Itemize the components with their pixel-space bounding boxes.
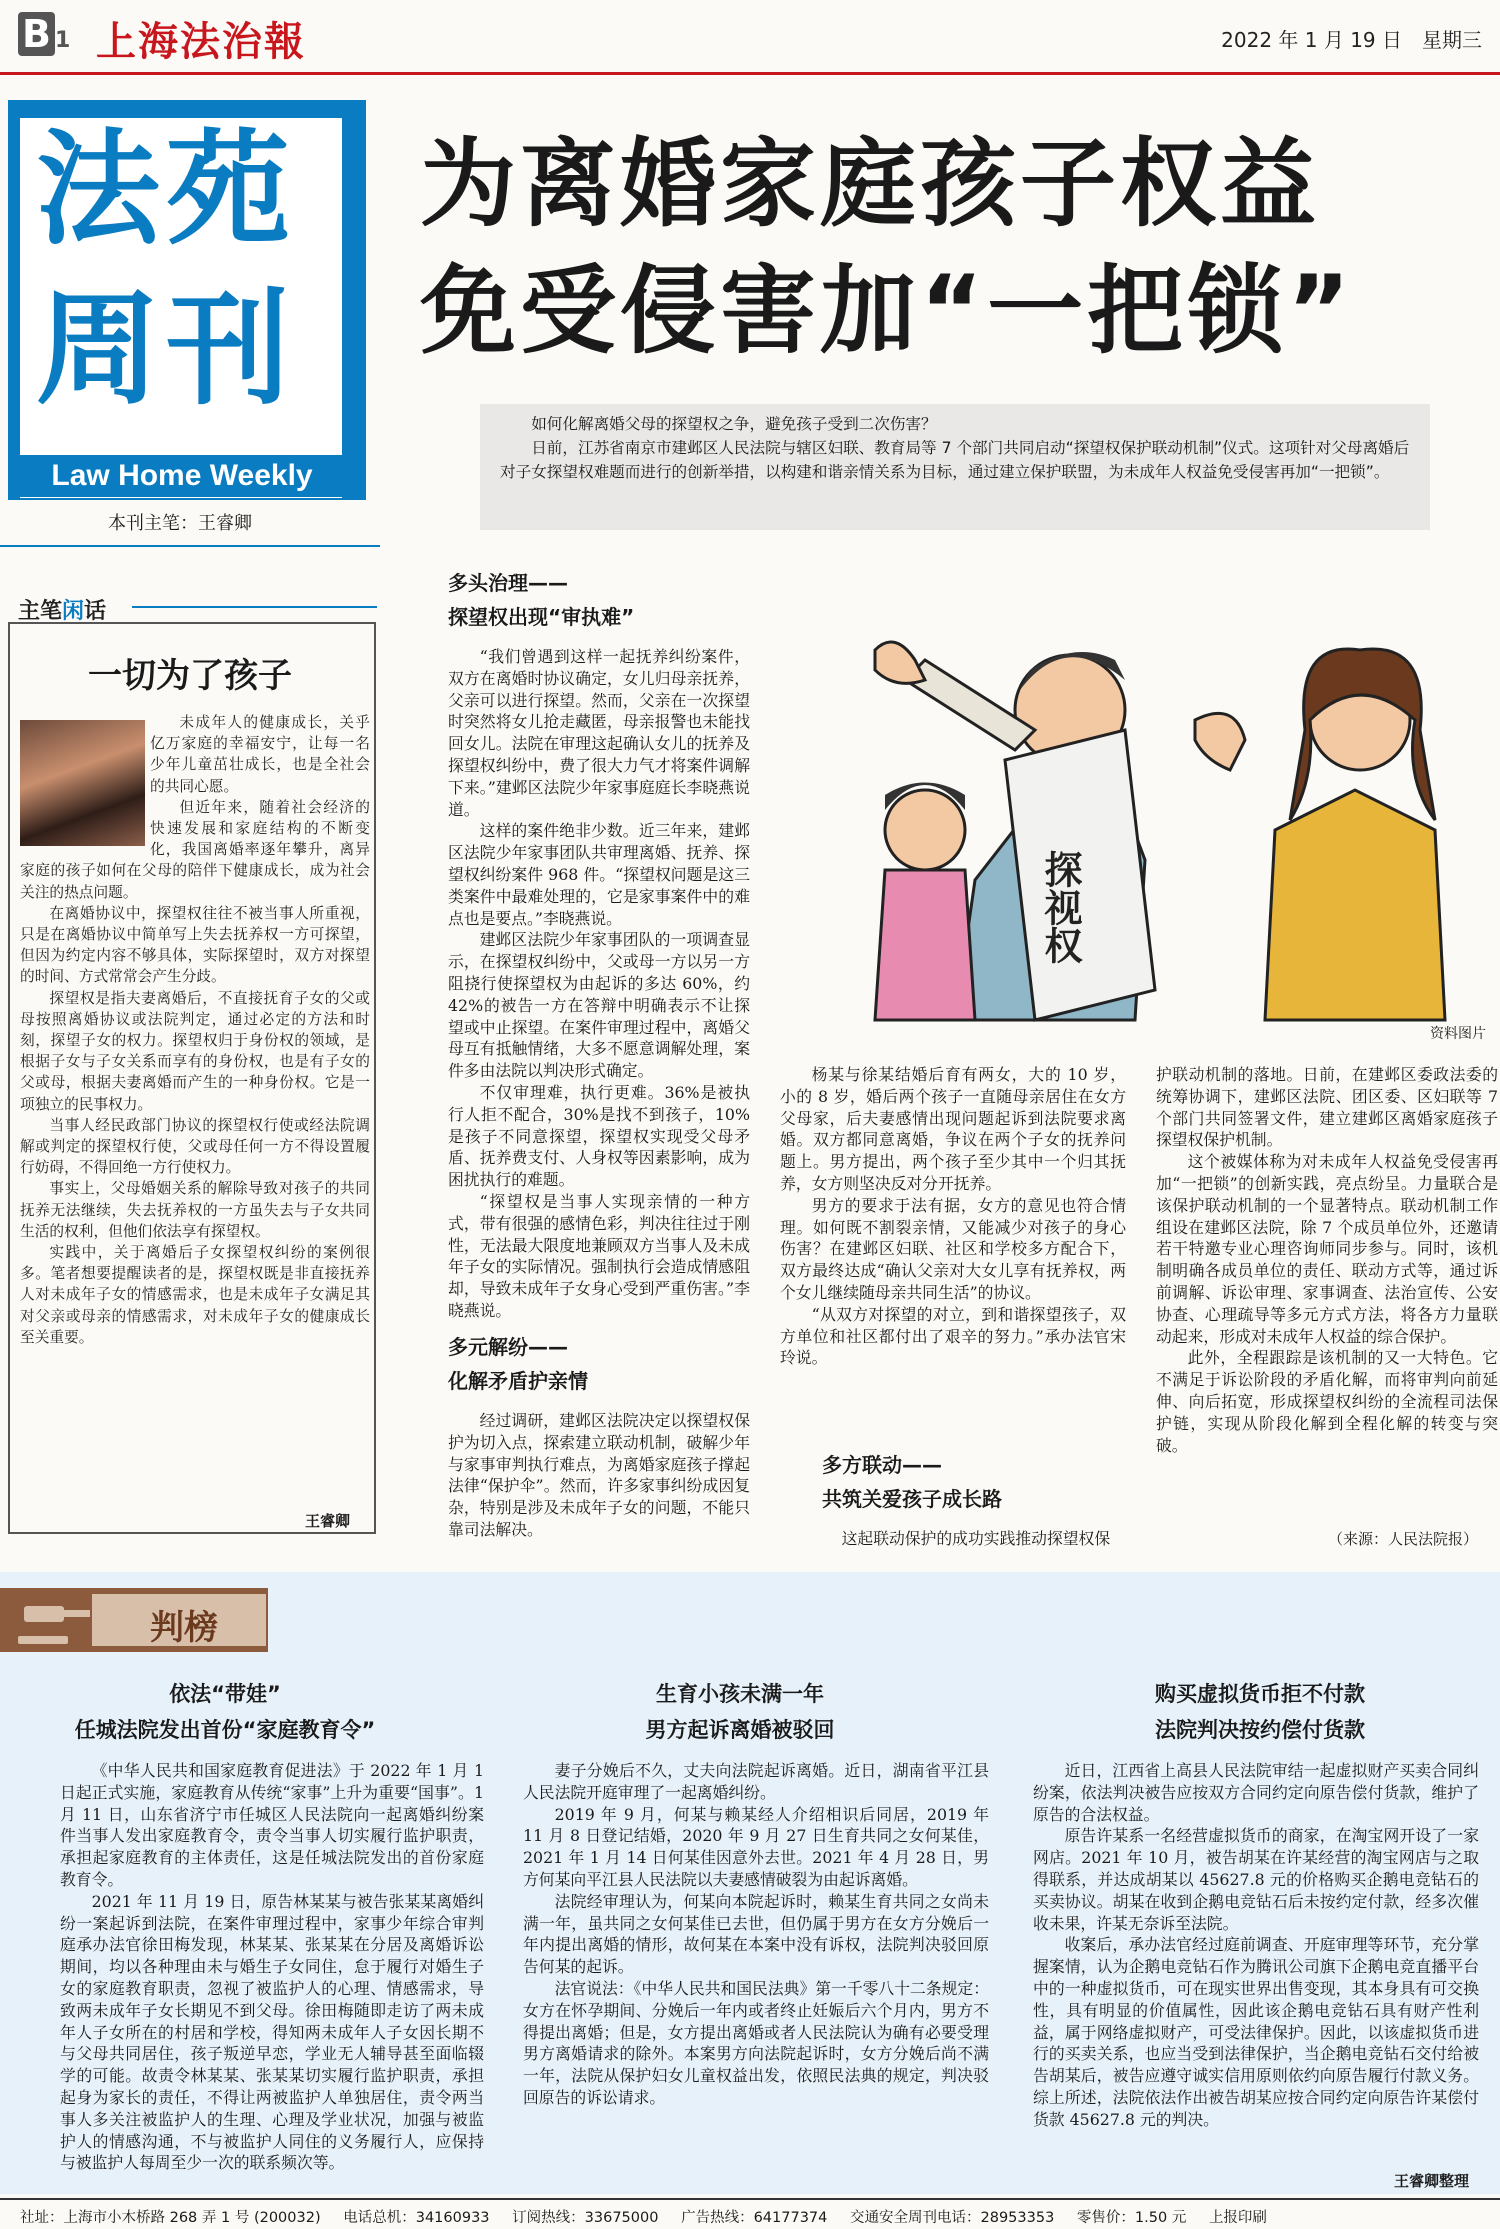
brief3-title2: 法院判决按约偿付货款 bbox=[1155, 1718, 1365, 1742]
article-paragraph: 经过调研，建邺区法院决定以探望权保护为切入点，探索建立联动机制，破解少年与家事审判执行难点，为离婚家庭孩子撑起法律“保护伞”。然而，许多家事纠纷成因复杂，特别是涉及未成年子女的问题，不能只靠司法解决。 bbox=[448, 1411, 750, 1539]
footer-traffic-weekly: 交通安全周刊电话：28953353 bbox=[850, 2210, 1055, 2226]
footer-printer: 上报印刷 bbox=[1208, 2210, 1267, 2226]
footer-address: 社址：上海市小木桥路 268 弄 1 号 (200032) bbox=[20, 2210, 321, 2226]
subheading-3: 多方联动—— 共筑关爱孩子成长路 bbox=[822, 1453, 1002, 1511]
newspaper-logo: 上海法治報 bbox=[96, 18, 306, 65]
brief-paragraph: 《中华人民共和国家庭教育促进法》于 2022 年 1 月 1 日起正式实施，家庭教育从传统“家事”上升为重要“国事”。1 月 11 日，山东省济宁市任城区人民法院向一起离婚纠纷案件当事人发出家庭教育令，责令当事人切实履行监护职责，承担起家庭教育的主体责任，这是任城法院发出的首份家庭教育令。 bbox=[60, 1761, 484, 1889]
column-paragraph: 探望权是指夫妻离婚后，不直接抚育子女的父或母按照离婚协议或法院判定，通过必定的方法和时刻，探望子女的权力。探望权归于身份权的领域，是根据子女与子女关系而享有的身份权，也是有子女的父或母，根据夫妻离婚而产生的一种身份权。它是一项独立的民事权力。 bbox=[20, 989, 370, 1113]
article-paragraph: 这个被媒体称为对未成年人权益免受侵害再加“一把锁”的创新实践，亮点纷呈。力量联合是该保护联动机制的一个显著特点。联动机制工作组设在建邺区法院，除 7 个成员单位外，还邀请若干特邀专业心理咨询师同步参与。同时，该机制明确各成员单位的责任、联动方式等，通过诉前调解、诉讼审理、家事调查、法治宣传、公安协查、心理疏导等多元方式方法，将各方力量联动起来，形成对未成年人权益的综合保护。 bbox=[1156, 1152, 1498, 1346]
article-paragraph: 不仅审理难，执行更难。36%是被执行人拒不配合，30%是找不到孩子，10%是孩子不同意探望，探望权实现受父母矛盾、抚养费支付、人身权等因素影响，成为困扰执行的难题。 bbox=[448, 1082, 750, 1190]
column-paragraph: 实践中，关于离婚后子女探望权纠纷的案例很多。笔者想要提醒读者的是，探望权既是非直接抚养人对未成年子女的情感需求，也是未成年子女满足其对父亲或母亲的情感需求，对未成年子女的健康成长至关重要。 bbox=[20, 1244, 370, 1346]
brief3-signature: 王睿卿整理 bbox=[1394, 2172, 1470, 2190]
brief2-body bbox=[523, 1760, 989, 2172]
article-paragraph: “从双方对探望的对立，到和谐探望孩子，双方单位和社区都付出了艰辛的努力。”承办法官宋玲说。 bbox=[780, 1304, 1126, 1368]
column-paragraph: 未成年人的健康成长，关乎亿万家庭的幸福安宁，让每一名少年儿童茁壮成长，也是全社会的共同心愿。 bbox=[150, 714, 370, 795]
brief3-title1: 购买虚拟货币拒不付款 bbox=[1155, 1682, 1365, 1706]
brief-paragraph: 原告许某系一名经营虚拟货币的商家，在淘宝网开设了一家网店。2021 年 10 月，被告胡某在许某经营的淘宝网店与之取得联系，并达成胡某以 45627.8 元的价格购买企鹅电竞钻石的买卖协议。胡某在收到企鹅电竞钻石后未按约定付款，经多次催收未果，许某无奈诉至法院。 bbox=[1033, 1826, 1479, 1933]
brief-paragraph: 法官说法：《中华人民共和国民法典》第一千零八十二条规定：女方在怀孕期间、分娩后一年内或者终止妊娠后六个月内，男方不得提出离婚；但是，女方提出离婚或者人民法院认为确有必要受理男方离婚请求的除外。本案男方向法院起诉时，女方分娩后尚不满一年，法院从保护妇女儿童权益出发，依照民法典的规定，判决驳回原告的诉讼请求。 bbox=[523, 1978, 990, 2107]
brief2-title2: 男方起诉离婚被驳回 bbox=[645, 1718, 835, 1742]
brief-paragraph: 2019 年 9 月，何某与赖某经人介绍相识后同居，2019 年 11 月 8 日登记结婚，2020 年 9 月 27 日生育共同之女何某佳，2021 年 1 月 14 日何某佳因意外去世。2021 年 4 月 28 日，男方何某向平江县人民法院以夫妻感情破裂为由起诉离婚。 bbox=[523, 1804, 989, 1889]
image-caption: 资料图片 bbox=[1430, 1026, 1486, 1042]
brief1-title1: 依法“带娃” bbox=[169, 1682, 281, 1706]
footer-subscription: 订阅热线：33675000 bbox=[512, 2210, 659, 2226]
column-paragraph: 事实上，父母婚姻关系的解除导致对孩子的共同抚养无法继续，失去抚养权的一方虽失去与子女共同生活的权利，但他们依法享有探望权。 bbox=[20, 1180, 370, 1240]
lead-question: 如何化解离婚父母的探望权之争，避免孩子受到二次伤害？ bbox=[531, 415, 937, 433]
header-rule bbox=[0, 72, 1500, 75]
article-paragraph: 杨某与徐某结婚后育有两女，大的 10 岁，小的 8 岁，婚后两个孩子一直随母亲居住在女方父母家，后夫妻感情出现问题起诉到法院要求离婚。双方都同意离婚，争议在两个子女的抚养问题上。男方提出，两个孩子至少其中一个归其抚养，女方则坚决反对分开抚养。 bbox=[780, 1065, 1126, 1193]
article-source: （来源：人民法院报） bbox=[1328, 1530, 1479, 1548]
article-column-1b bbox=[448, 1410, 750, 1550]
page-number: B 1 bbox=[18, 12, 70, 56]
lead-box bbox=[480, 404, 1430, 530]
article-paragraph: 男方的要求于法有据，女方的意见也符合情理。如何既不割裂亲情，又能减少对孩子的身心伤害？在建邺区妇联、社区和学校多方配合下，双方最终达成“确认父亲对大女儿享有抚养权，两个女儿继续随母亲共同生活”的协议。 bbox=[780, 1195, 1126, 1302]
article-paragraph: 这起联动保护的成功实践推动探望权保 bbox=[841, 1529, 1111, 1548]
masthead-title-line2: 周刊 bbox=[36, 278, 297, 422]
brief3-body bbox=[1033, 1760, 1479, 2146]
headline-line1: 为离婚家庭孩子权益 bbox=[420, 128, 1320, 240]
column-paragraph: 但近年来，随着社会经济的快速发展和家庭结构的不断变化，我国离婚率逐年攀升，离异家庭的孩子如何在父母的陪伴下健康成长，成为社会关注的热点问题。 bbox=[20, 798, 370, 901]
footer bbox=[20, 2206, 1490, 2227]
illustration-label: 探视权 bbox=[1038, 850, 1082, 964]
brief-paragraph: 2021 年 11 月 19 日，原告林某某与被告张某某离婚纠纷一案起诉到法院，在案件审理过程中，家事少年综合审判庭承办法官徐田梅发现，林某某、张某某在分居及离婚诉讼期间，均以各种理由未与婚生子女同住，怠于履行对婚生子女的家庭教育职责，忽视了被监护人的心理、情感需求，导致两未成年子女长期见不到父母。徐田梅随即走访了两未成年人子女所在的村居和学校，得知两未成年人子女因长期不与父母共同居住，孩子叛逆早恋，学业无人辅导甚至面临辍学的可能。故责令林某某、张某某切实履行监护职责，承担起身为家长的责任，不得让两被监护人单独居住，责令两当事人多关注被监护人的生理、心理及学业状况，加强与被监护人的情感沟通，不与被监护人同住的义务履行人，应保持与被监护人每周至少一次的联系频次等。 bbox=[60, 1891, 484, 2173]
chief-editor: 本刊主笔：王睿卿 bbox=[108, 513, 252, 534]
subheading-1: 多头治理—— 探望权出现“审执难” bbox=[448, 571, 635, 629]
author-photo bbox=[20, 720, 145, 846]
column-label: 主笔闲话 bbox=[18, 599, 107, 624]
article-paragraph: “我们曾遇到这样一起抚养纠纷案件，双方在离婚时协议确定，女儿归母亲抚养，父亲可以进行探望。然而，父亲在一次探望时突然将女儿抢走藏匿，母亲报警也未能找回女儿。法院在审理这起确认女儿的抚养及探望权纠纷中，费了很大力气才将案件调解下来。”建邺区法院少年家事庭庭长李晓燕说道。 bbox=[448, 647, 750, 819]
article-column-3 bbox=[1156, 1064, 1498, 1494]
lead-text: 日前，江苏省南京市建邺区人民法院与辖区妇联、教育局等 7 个部门共同启动“探望权保护联动机制”仪式。这项针对父母离婚后对子女探望权难题而进行的创新举措，以构建和谐亲情关系为目标，通过建立保护联盟，为未成年人权益免受侵害再加“一把锁”。 bbox=[500, 439, 1410, 481]
masthead-title-line1: 法苑 bbox=[36, 118, 297, 262]
column-title: 一切为了孩子 bbox=[88, 656, 292, 696]
footer-advertising: 广告热线：64177374 bbox=[681, 2210, 828, 2226]
column-signature: 王睿卿 bbox=[305, 1512, 351, 1530]
article-paragraph: 建邺区法院少年家事团队的一项调查显示，在探望权纠纷中，父或母一方以另一方阻挠行使探望权为由起诉的多达 60%，约 42%的被告一方在答辩中明确表示不让探望或中止探望。在案件审理过程中，离婚父母互有抵触情绪，大多不愿意调解处理，案件多由法院以判决形式确定。 bbox=[448, 930, 750, 1081]
brief1-body bbox=[60, 1760, 484, 2172]
column-paragraph: 在离婚协议中，探望权往往不被当事人所重视，只是在离婚协议中简单写上失去抚养权一方可探望，但因为约定内容不够具体，实际探望时，双方对探望的时间、方式常常会产生分歧。 bbox=[20, 904, 370, 986]
brief1-title2: 任城法院发出首份“家庭教育令” bbox=[74, 1718, 376, 1742]
brief-paragraph: 近日，江西省上高县人民法院审结一起虚拟财产买卖合同纠纷案，依法判决被告应按双方合同约定向原告偿付货款，维护了原告的合法权益。 bbox=[1033, 1761, 1479, 1824]
brief-paragraph: 收案后，承办法官经过庭前调查、开庭审理等环节，充分掌握案情，认为企鹅电竞钻石作为腾讯公司旗下企鹅电竞直播平台中的一种虚拟货币，可在现实世界出售变现，其本身具有可交换性，具有明显的价值属性，因此该企鹅电竞钻石具有财产性利益，属于网络虚拟财产，可受法律保护。因此，以该虚拟货币进行的买卖关系，也应当受到法律保护，当企鹅电竞钻石交付给被告胡某后，被告应遵守诚实信用原则依约向原告履行付款义务。综上所述，法院依法作出被告胡某应按合同约定向原告许某偿付货款 45627.8 元的判决。 bbox=[1033, 1935, 1479, 2129]
article-paragraph: 护联动机制的落地。日前，在建邺区委政法委的统筹协调下，建邺区法院、团区委、区妇联等 7 个部门共同签署文件，建立建邺区离婚家庭孩子探望权保护机制。 bbox=[1156, 1065, 1498, 1150]
subheading-2: 多元解纷—— 化解矛盾护亲情 bbox=[448, 1335, 588, 1393]
column-label-rule bbox=[132, 606, 377, 608]
article-column-1 bbox=[448, 646, 750, 1320]
footer-price: 零售价：1.50 元 bbox=[1076, 2210, 1187, 2226]
section-rule bbox=[0, 545, 380, 547]
article-paragraph: 此外，全程跟踪是该机制的又一大特色。它不满足于诉讼阶段的矛盾化解，而将审判向前延伸、向后拓宽，形成探望权纠纷的全流程司法保护链，实现从阶段化解到全程化解的转变与突破。 bbox=[1156, 1348, 1498, 1455]
article-column-2 bbox=[780, 1064, 1126, 1484]
brief-paragraph: 法院经审理认为，何某向本院起诉时，赖某生育共同之女尚未满一年，虽共同之女何某佳已去世，但仍属于男方在女方分娩后一年内提出离婚的情形，故何某在本案中没有诉权，法院判决驳回原告何某的起诉。 bbox=[523, 1891, 989, 1977]
article-paragraph: “探望权是当事人实现亲情的一种方式，带有很强的感情色彩，判决往往过于刚性，无法最大限度地兼顾双方当事人及未成年子女的实际情况。强制执行会造成情感阻却，导致未成年子女身心受到严重伤害。”李晓燕说。 bbox=[448, 1191, 750, 1320]
cartoon-illustration bbox=[815, 560, 1500, 1020]
headline-line2: 免受侵害加“一把锁” bbox=[420, 255, 1355, 367]
brief2-title1: 生育小孩未满一年 bbox=[656, 1682, 824, 1706]
article-column-2b bbox=[810, 1528, 1126, 1552]
column-paragraph: 当事人经民政部门协议的探望权行使或经法院调解或判定的探望权行使，父或母任何一方不得设置履行妨碍，不得回绝一方行使权力。 bbox=[20, 1116, 370, 1177]
footer-switchboard: 电话总机：34160933 bbox=[343, 2210, 490, 2226]
article-paragraph: 这样的案件绝非少数。近三年来，建邺区法院少年家事团队共审理离婚、抚养、探望权纠纷案件 968 件。“探望权问题是这三类案件中最难处理的，它是家事案件中的难点也是要点。”李晓燕说。 bbox=[448, 821, 750, 928]
brief-paragraph: 妻子分娩后不久，丈夫向法院起诉离婚。近日，湖南省平江县人民法院开庭审理了一起离婚纠纷。 bbox=[523, 1761, 989, 1802]
panbang-label: 判榜 bbox=[150, 1608, 218, 1648]
masthead-english: Law Home Weekly bbox=[12, 455, 352, 497]
issue-date: 2022 年 1 月 19 日 星期三 bbox=[1221, 28, 1482, 52]
footer-rule bbox=[0, 2198, 1500, 2200]
